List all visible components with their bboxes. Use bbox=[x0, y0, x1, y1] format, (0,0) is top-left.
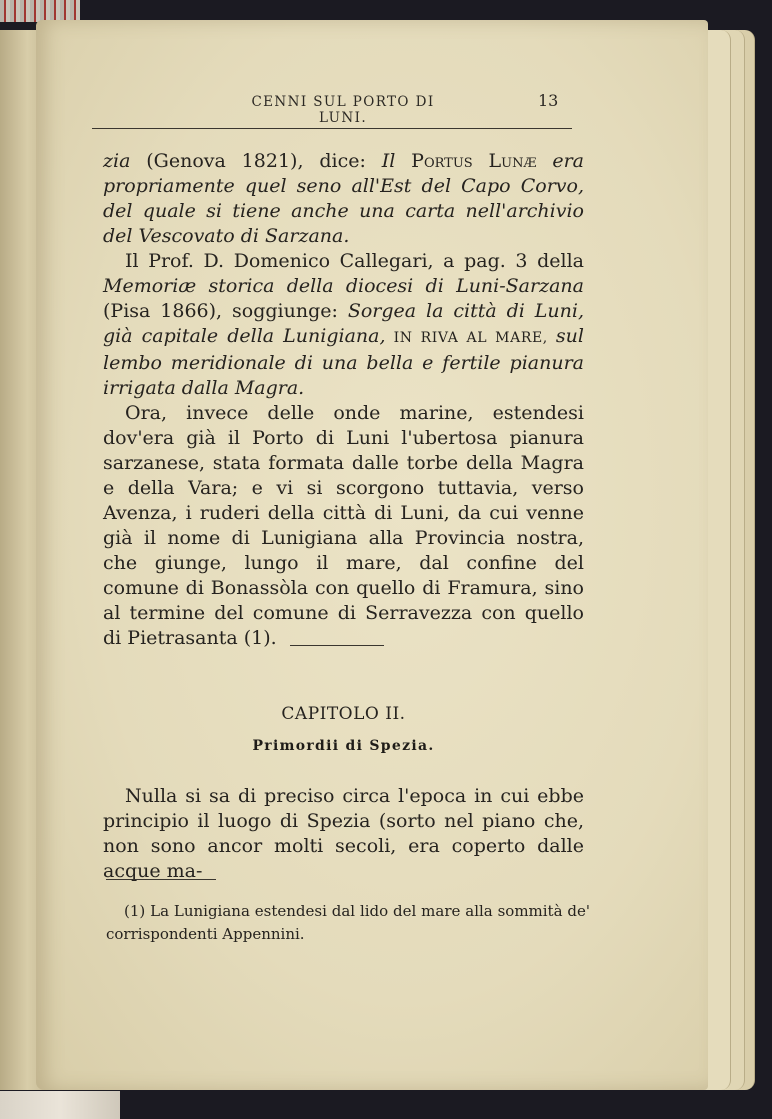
paragraph-3: Ora, invece delle onde marine, estendesi dov'era già il Porto di Luni l'ubertosa pianura sarzanese, stata formata dalle torbe della Magra e della Vara; e vi si scorgono tuttavia, verso Avenza, i ruderi della città di Luni, da cui venne già il nome di Lunigiana alla Provincia nostra, che giunge, lungo il mare, dal confine del comune di Bonassòla con quello di Framura, sino al termine del comune di Serravezza con quello di Pietrasanta (1). bbox=[103, 402, 584, 649]
main-text bbox=[103, 149, 584, 651]
chapter-paragraph: Nulla si sa di preciso circa l'epoca in cui ebbe principio il luogo di Spezia (sorto nel piano che, non sono ancor molti secoli, era coperto dalle acque ma- bbox=[103, 785, 584, 882]
cloth-strip-top bbox=[0, 0, 80, 22]
footnote-rule bbox=[106, 879, 216, 880]
chapter-text bbox=[103, 784, 584, 884]
running-title: CENNI SUL PORTO DI LUNI. bbox=[251, 94, 435, 126]
paragraph-1: zia (Genova 1821), dice: Il Portus Lunæ era propriamente quel seno all'Est del Capo Corvo, del quale si tiene anche una carta nell'archivio del Vescovato di Sarzana. bbox=[103, 150, 584, 247]
paragraph-2: Il Prof. D. Domenico Callegari, a pag. 3 della Memoriæ storica della diocesi di Luni-Sarzana (Pisa 1866), soggiunge: Sorgea la città di Luni, già capitale della Lunigiana, IN RIVA AL MARE, sul lembo meridionale di una bella e fertile pianura irrigata dalla Magra. bbox=[103, 250, 584, 399]
page-number: 13 bbox=[538, 91, 559, 110]
chapter-subtitle: Primordii di Spezia. bbox=[252, 738, 435, 754]
cloth-strip-bottom bbox=[0, 1091, 120, 1119]
footnote bbox=[106, 900, 590, 946]
header-rule bbox=[92, 128, 572, 129]
chapter-title: CAPITOLO II. bbox=[281, 704, 406, 724]
section-divider bbox=[290, 645, 384, 646]
footnote-text: (1) La Lunigiana estendesi dal lido del mare alla sommità de' corrispondenti Appennini. bbox=[106, 902, 590, 943]
